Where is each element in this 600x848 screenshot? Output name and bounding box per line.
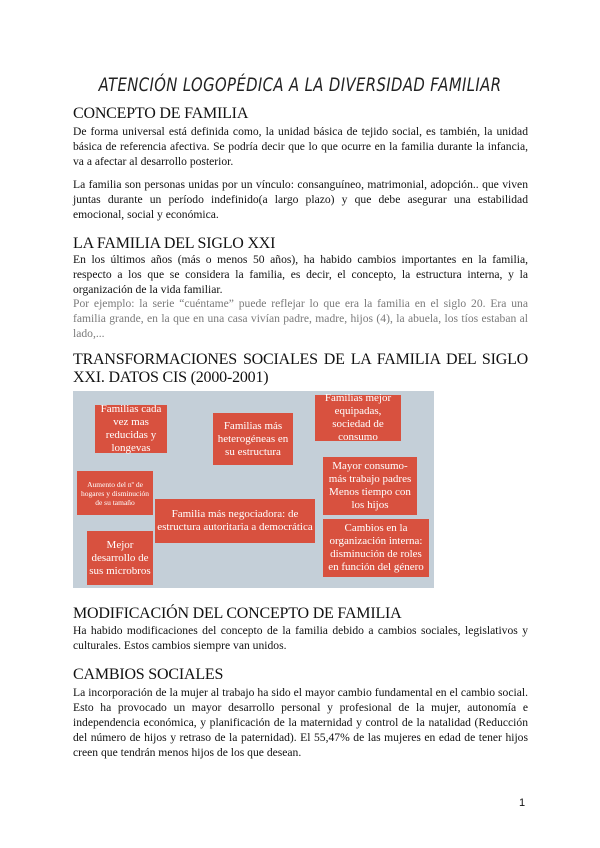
page-number: 1 (519, 797, 526, 809)
diagram-box: Aumento del nº de hogares y disminución de su tamaño (77, 471, 153, 515)
diagram-box: Mayor consumo-más trabajo padres Menos tiempo con los hijos (323, 457, 417, 515)
diagram-box: Familias cada vez mas reducidas y longevas (95, 405, 167, 453)
paragraph-siglo-2: Por ejemplo: la serie “cuéntame” puede reflejar lo que era la familia en el siglo 20. Era una familia grande, en la que en una casa vivían padre, madre, hijos (4), la abuela, los tíos estaban al lado,... (73, 297, 528, 340)
diagram-box: Cambios en la organización interna: disminución de roles en función del género (323, 519, 429, 577)
diagram-box: Familias mejor equipadas, sociedad de consumo (315, 395, 401, 441)
heading-familia-siglo-xxi: LA FAMILIA DEL SIGLO XXI (73, 235, 276, 252)
paragraph-cambios-sociales: La incorporación de la mujer al trabajo ha sido el mayor cambio fundamental en el cambio social. Esto ha provocado un mayor desarrollo personal y profesional de la mujer, autonomía e independencia económica, y planificación de la maternidad y control de la natalidad (Reducción del número de hijos y retraso de la paternidad). El 55,47% de las mujeres en edad de tener hijos creen que tendrán menos hijos de los que desean. (73, 686, 528, 759)
transformations-diagram (73, 391, 434, 588)
heading-transformaciones: TRANSFORMACIONES SOCIALES DE LA FAMILIA DEL SIGLO XXI. DATOS CIS (2000-2001) (73, 351, 528, 386)
document-title: ATENCIÓN LOGOPÉDICA A LA DIVERSIDAD FAMILIAR (98, 74, 502, 96)
diagram-box: Mejor desarrollo de sus microbros (87, 531, 153, 585)
heading-modificacion-concepto: MODIFICACIÓN DEL CONCEPTO DE FAMILIA (73, 605, 402, 622)
heading-cambios-sociales: CAMBIOS SOCIALES (73, 666, 224, 683)
heading-concepto-familia: CONCEPTO DE FAMILIA (73, 105, 249, 122)
paragraph-modificacion: Ha habido modificaciones del concepto de la familia debido a cambios sociales, legislativos y culturales. Estos cambios siempre van unidos. (73, 624, 528, 652)
diagram-box: Familias más heterogéneas en su estructura (213, 413, 293, 465)
paragraph-siglo-1: En los últimos años (más o menos 50 años), ha habido cambios importantes en la familia, respecto a los que se considera la familia, es decir, el concepto, la estructura interna, y la organización de la vida familiar. (73, 253, 528, 296)
diagram-box: Familia más negociadora: de estructura autoritaria a democrática (155, 499, 315, 543)
paragraph-concepto-1: De forma universal está definida como, la unidad básica de tejido social, es también, la unidad básica de referencia afectiva. Se podría decir que lo que ocurre en la familia durante la infancia, va a afectar al desarrollo posterior. (73, 125, 528, 168)
paragraph-concepto-2: La familia son personas unidas por un vínculo: consanguíneo, matrimonial, adopción.. que viven juntas durante un período indefinido(a largo plazo) y que debe asegurar una estabilidad emocional, social y económica. (73, 178, 528, 221)
